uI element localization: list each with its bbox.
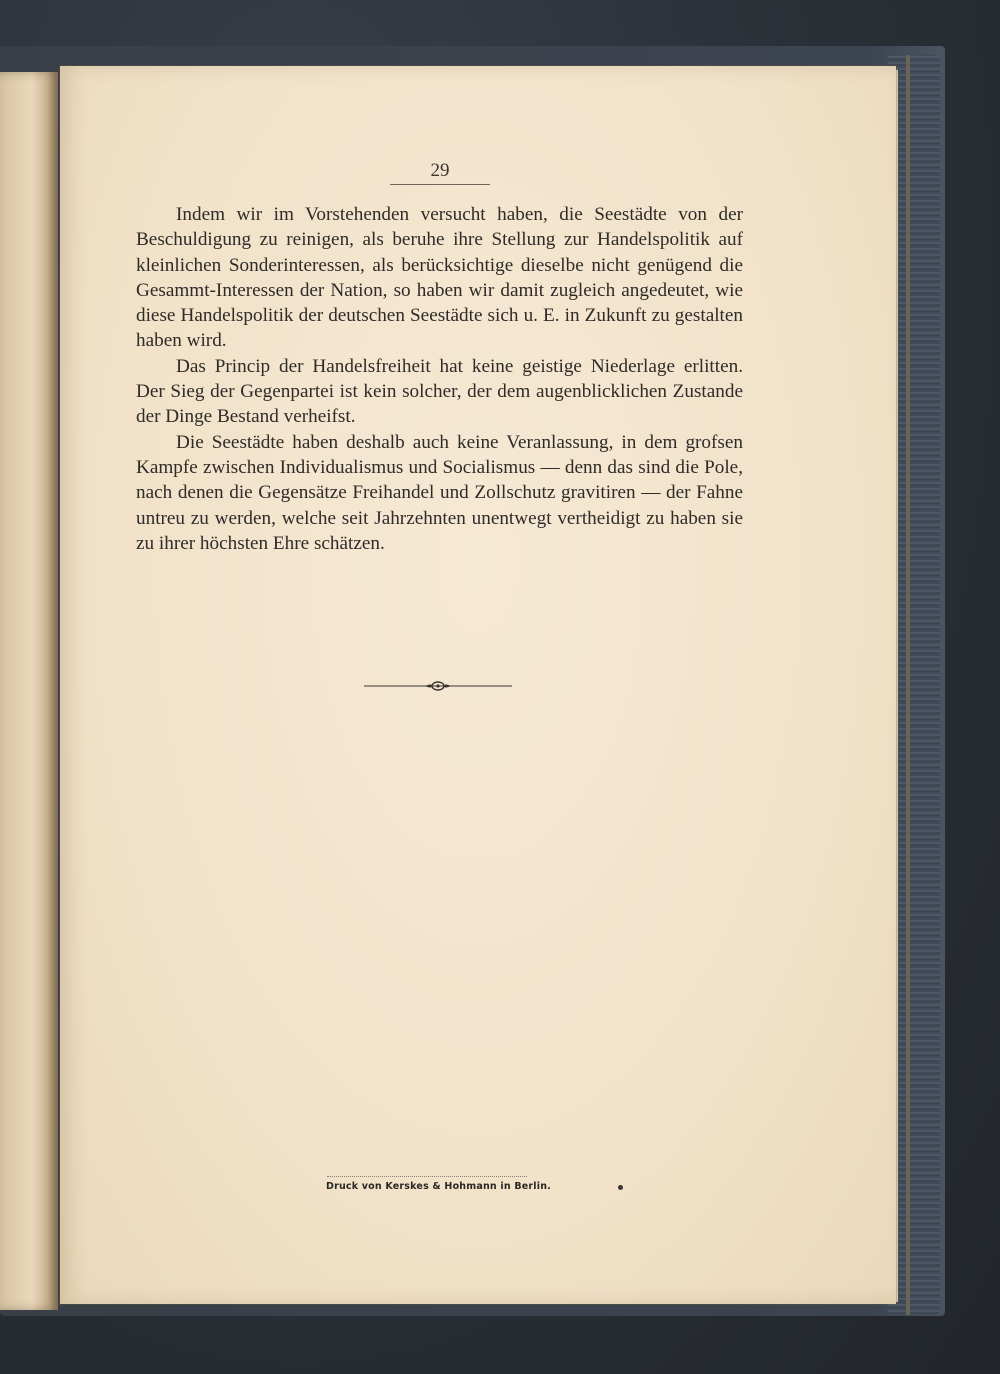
imprint-rule bbox=[327, 1176, 527, 1177]
paragraph: Indem wir im Vorstehenden versucht haben, die Seestädte von der Beschuldigung zu reinigen, als beruhe ihre Stellung zur Handelspolitik auf kleinlichen Sonderinteressen, als berücksichtige dieselbe nicht genügend die Gesammt-Interessen der Nation, so haben wir damit zugleich angedeutet, wie diese Handelspolitik der deutschen Seestädte sich u. E. in Zukunft zu gestalten haben wird. bbox=[136, 204, 743, 352]
page-body-text bbox=[136, 202, 743, 556]
ink-speck bbox=[618, 1185, 623, 1190]
previous-page-edge bbox=[0, 72, 58, 1310]
printer-imprint: Druck von Kerskes & Hohmann in Berlin. bbox=[326, 1181, 551, 1192]
decorative-divider-icon bbox=[364, 678, 512, 694]
paragraph: Das Princip der Handelsfreiheit hat keine geistige Niederlage erlitten. Der Sieg der Gegenpartei ist kein solcher, der dem augenblicklichen Zustande der Dinge Bestand verheifst. bbox=[136, 355, 743, 428]
page-number: 29 bbox=[390, 160, 490, 185]
paragraph: Die Seestädte haben deshalb auch keine Veranlassung, in dem grofsen Kampfe zwischen Individualismus und Socialismus — denn das sind die Pole, nach denen die Gegensätze Freihandel und Zollschutz gravitiren — der Fahne untreu zu werden, welche seit Jahrzehnten unentwegt vertheidigt zu haben sie zu ihrer höchsten Ehre schätzen. bbox=[136, 431, 743, 554]
